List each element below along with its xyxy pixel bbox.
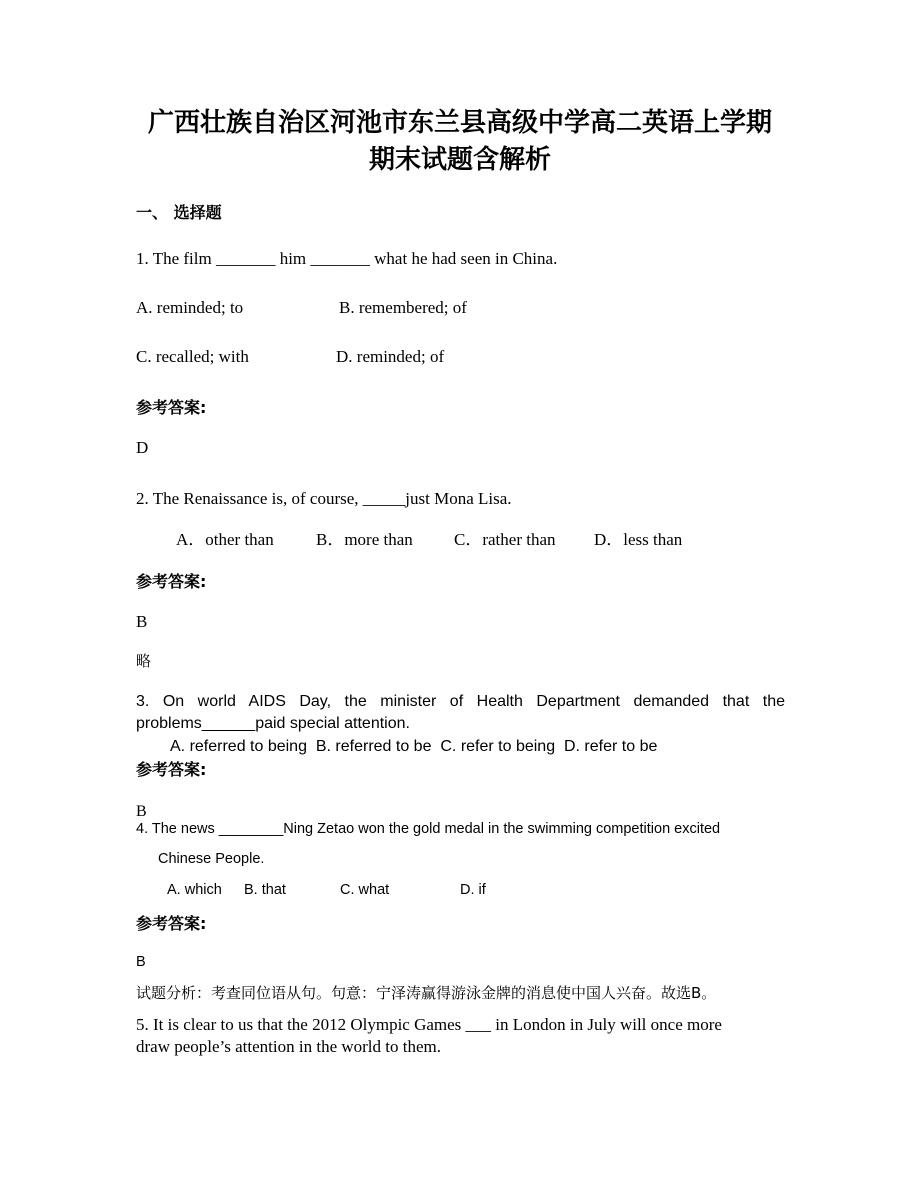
document-title-line-1: 广西壮族自治区河池市东兰县高级中学高二英语上学期 [147, 108, 772, 138]
q3-stem-line-2: problems______paid special attention. [136, 715, 410, 732]
q4-stem-line-2: Chinese People. [158, 851, 265, 867]
q4-option-b: B. that [244, 882, 286, 898]
q1-answer-label: 参考答案: [136, 398, 207, 417]
q2-answer-label: 参考答案: [136, 572, 207, 591]
q3-stem-line-1: 3. On world AIDS Day, the minister of Health Department demanded that the [136, 693, 785, 710]
q1-option-c: C. recalled; with [136, 347, 249, 366]
q4-option-a: A. which [167, 882, 222, 898]
q3-answer-label: 参考答案: [136, 760, 207, 779]
q1-stem: 1. The film _______ him _______ what he had seen in China. [136, 249, 558, 268]
q4-analysis: 试题分析：考查同位语从句。句意：宁泽涛赢得游泳金牌的消息使中国人兴奋。故选B。 [136, 984, 717, 1002]
q1-option-d: D. reminded; of [336, 347, 445, 366]
q2-option-c: C．rather than [454, 530, 556, 549]
q4-answer-label: 参考答案: [136, 914, 207, 933]
q2-option-a: A．other than [176, 530, 274, 549]
q4-option-c: C. what [340, 882, 390, 898]
q2-note: 略 [136, 652, 152, 670]
q2-option-d: D．less than [594, 530, 683, 549]
q2-option-b: B．more than [316, 530, 413, 549]
q2-stem: 2. The Renaissance is, of course, _____just Mona Lisa. [136, 489, 512, 508]
q4-stem-line-1: 4. The news ________Ning Zetao won the gold medal in the swimming competition excited [136, 821, 721, 837]
document-title-line-2: 期末试题含解析 [368, 145, 551, 175]
q1-option-a: A. reminded; to [136, 298, 244, 317]
q2-answer: B [136, 612, 148, 631]
q5-stem-line-1: 5. It is clear to us that the 2012 Olympic Games ___ in London in July will once more [136, 1015, 722, 1034]
section-heading: 一、 选择题 [136, 203, 222, 222]
q3-options: A. referred to being B. referred to be C. refer to being D. refer to be [170, 738, 658, 755]
q3-answer: B [136, 803, 147, 820]
q4-answer: B [136, 954, 146, 970]
q5-stem-line-2: draw people’s attention in the world to them. [136, 1037, 441, 1056]
q1-answer: D [136, 438, 149, 457]
q1-option-b: B. remembered; of [339, 298, 467, 317]
q4-option-d: D. if [460, 882, 486, 898]
